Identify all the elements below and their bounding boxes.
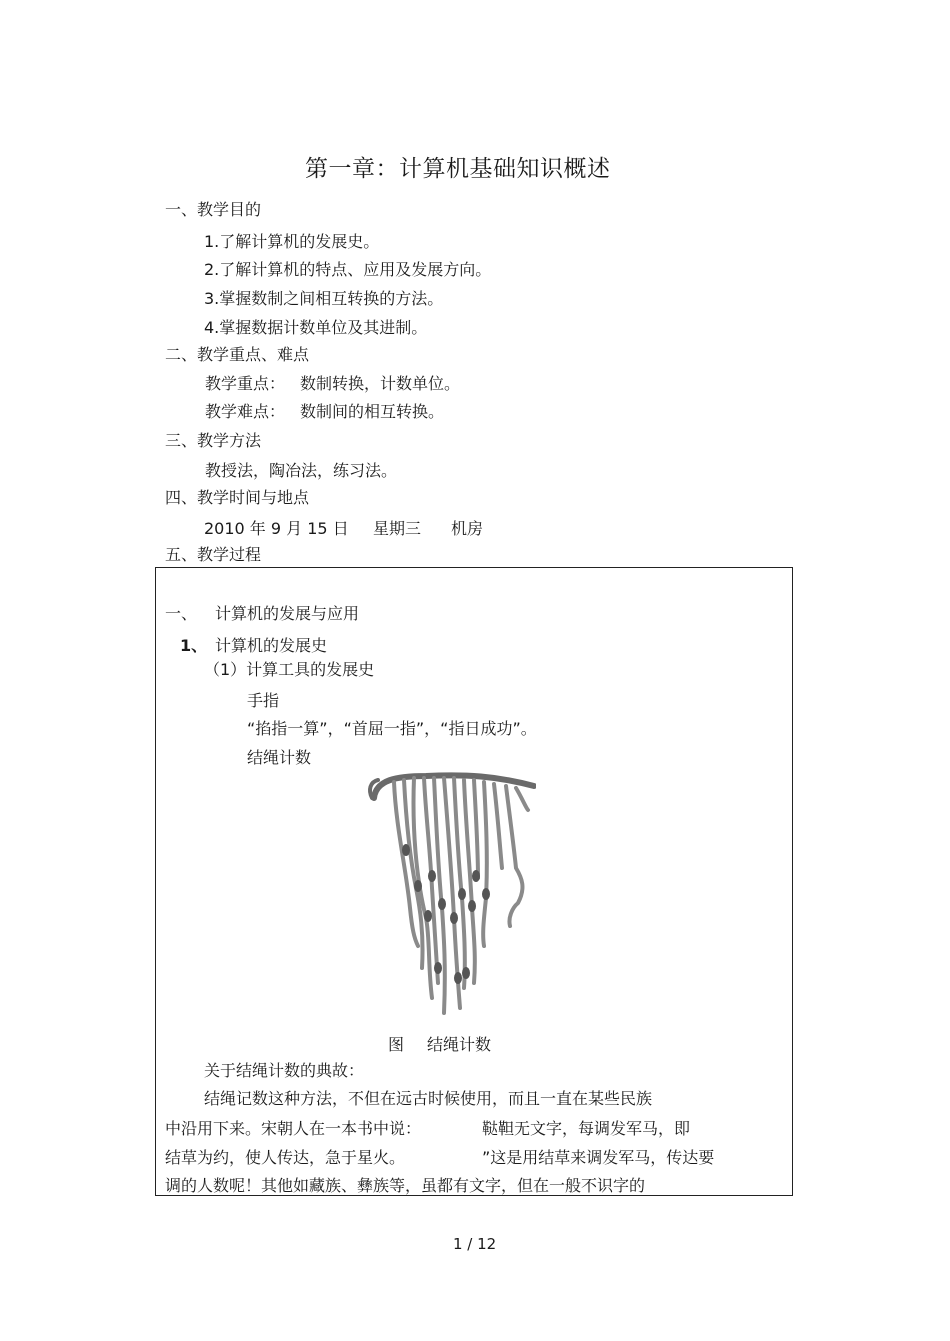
story-line: ”这是用结草来调发军马，传达要	[482, 1148, 715, 1167]
lesson-weekday: 星期三	[373, 519, 422, 538]
knotted-rope-illustration	[366, 768, 536, 1020]
page-title: 第一章：计算机基础知识概述	[305, 156, 611, 182]
finger-idioms: “掐指一算”，“首屈一指”，“指日成功”。	[247, 719, 537, 738]
difficult-point-label: 教学难点：	[205, 402, 286, 421]
story-line: 中沿用下来。宋朝人在一本书中说：	[165, 1119, 422, 1138]
lesson-date: 2010 年 9 月 15 日	[204, 519, 349, 538]
sub-number: 1、	[180, 636, 208, 655]
objective-item: 3.掌握数制之间相互转换的方法。	[204, 289, 444, 308]
section-heading-keypoints: 二、教学重点、难点	[165, 345, 310, 364]
objective-item: 2.了解计算机的特点、应用及发展方向。	[204, 260, 492, 279]
part-title: 计算机的发展与应用	[215, 604, 360, 623]
story-line: 结绳记数这种方法，不但在远古时候使用，而且一直在某些民族	[204, 1089, 653, 1108]
figure-caption-text: 结绳计数	[427, 1035, 492, 1054]
objective-item: 4.掌握数据计数单位及其进制。	[204, 318, 428, 337]
section-heading-time-place: 四、教学时间与地点	[165, 488, 310, 507]
subsub-title: （1）计算工具的发展史	[204, 660, 375, 679]
methods-text: 教授法，陶冶法，练习法。	[205, 461, 398, 480]
finger-heading: 手指	[247, 691, 280, 710]
key-point-label: 教学重点：	[205, 374, 286, 393]
figure-caption-label: 图	[388, 1035, 405, 1054]
story-heading: 关于结绳计数的典故：	[204, 1061, 365, 1080]
difficult-point-value: 数制间的相互转换。	[300, 402, 445, 421]
sub-title: 计算机的发展史	[215, 636, 328, 655]
knot-heading: 结绳计数	[247, 748, 312, 767]
section-heading-methods: 三、教学方法	[165, 431, 262, 450]
part-number: 一、	[165, 604, 198, 623]
story-line: 调的人数呢！其他如藏族、彝族等，虽都有文字，但在一般不识字的	[165, 1176, 646, 1195]
story-line: 结草为约，使人传达，急于星火。	[165, 1148, 406, 1167]
story-line: 鞑靼无文字，每调发军马，即	[482, 1119, 691, 1138]
section-heading-objectives: 一、教学目的	[165, 200, 262, 219]
lesson-place: 机房	[451, 519, 484, 538]
key-point-value: 数制转换，计数单位。	[300, 374, 461, 393]
page-number: 1 / 12	[453, 1235, 497, 1253]
objective-item: 1.了解计算机的发展史。	[204, 232, 380, 251]
section-heading-process: 五、教学过程	[165, 545, 262, 564]
